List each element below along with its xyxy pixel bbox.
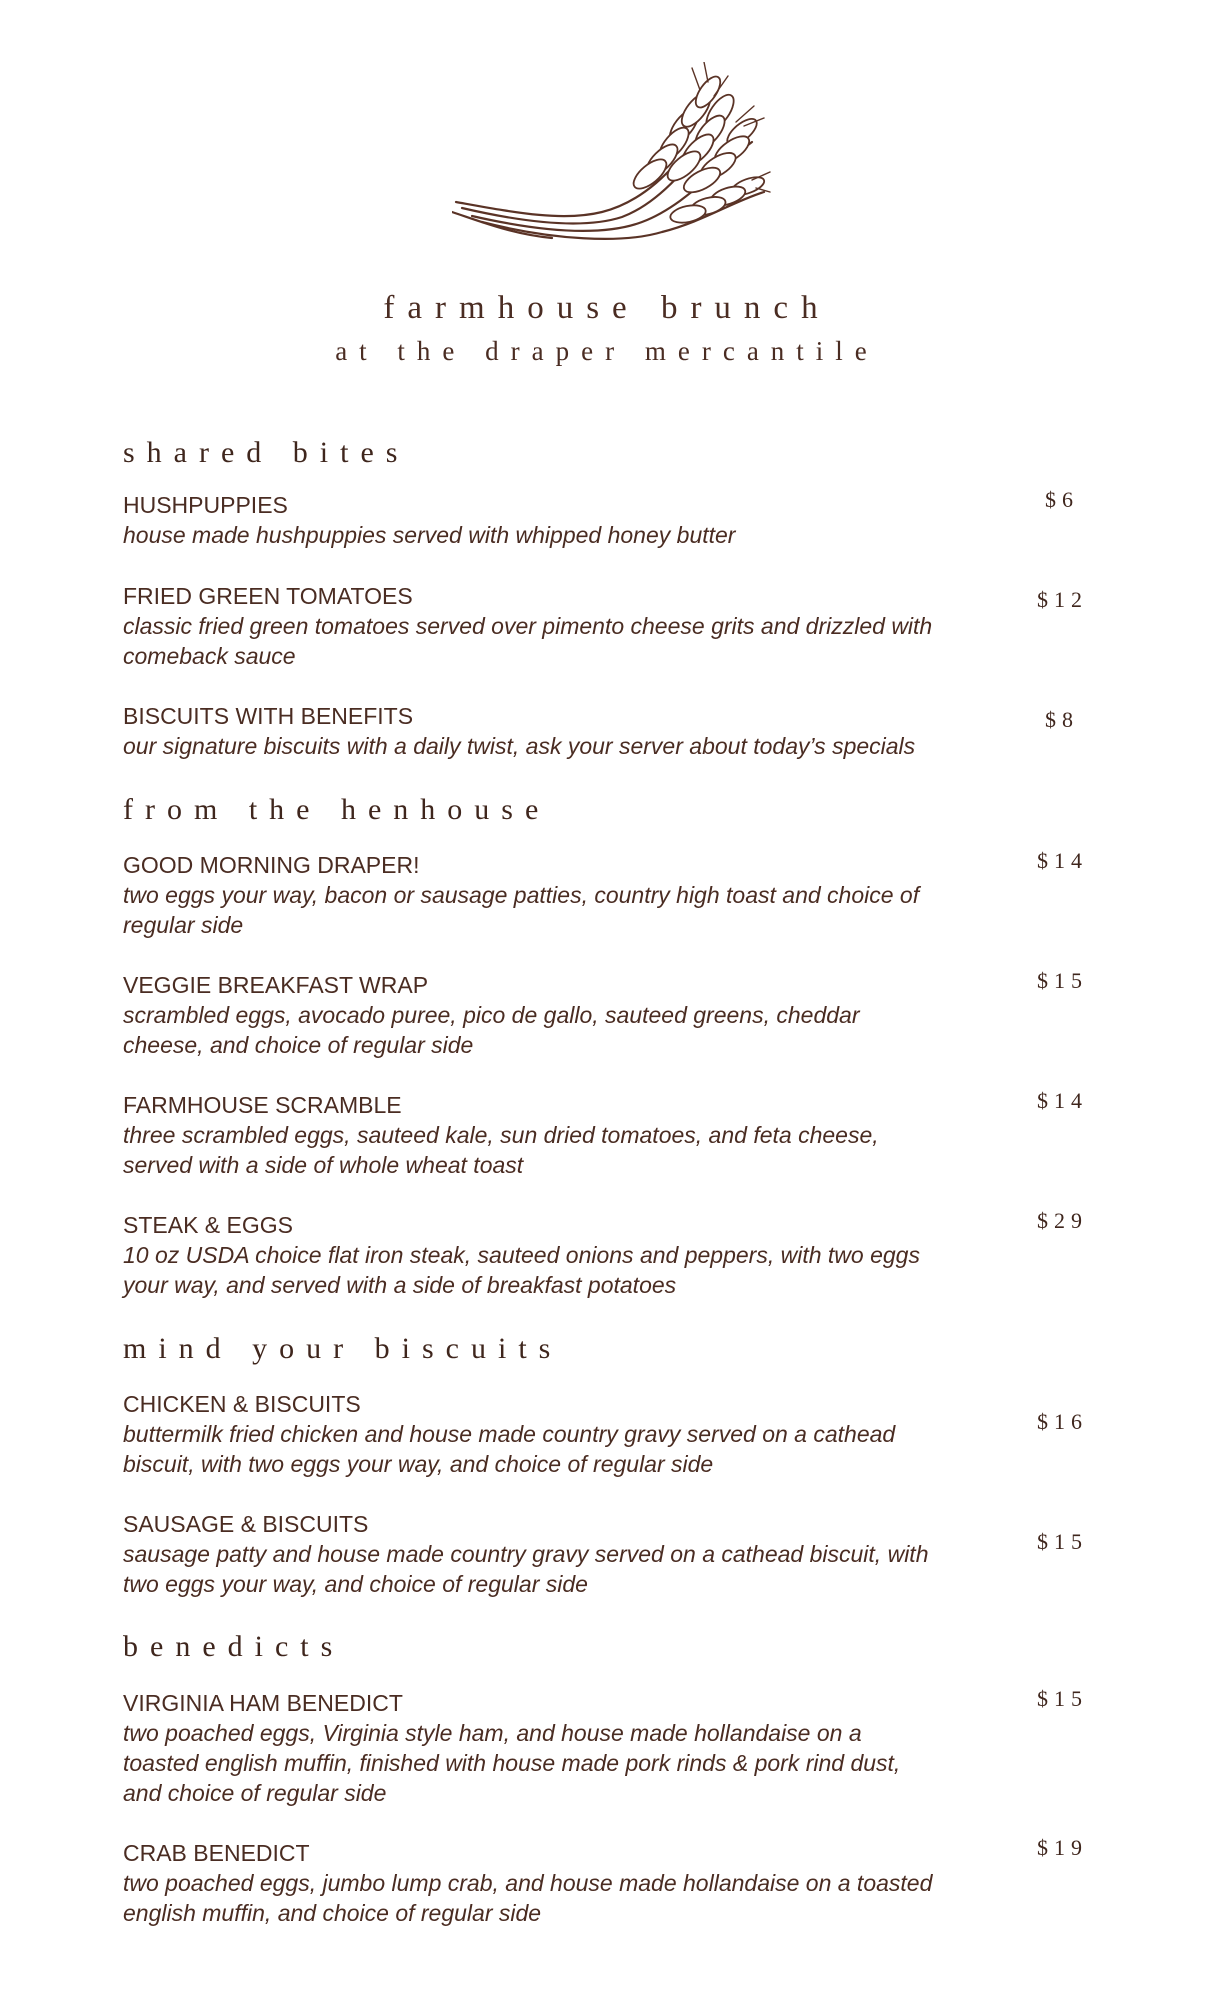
- item-price: $8: [1045, 707, 1079, 732]
- item-description: buttermilk fried chicken and house made country gravy served on a cathead biscuit, with two eggs your way, and choice of regular side: [123, 1421, 896, 1477]
- menu-item: [123, 581, 1088, 671]
- wheat-sheaf-icon: [452, 62, 772, 262]
- section-heading-shared-bites: shared bites: [123, 436, 410, 469]
- section-heading-from-the-henhouse: from the henhouse: [123, 793, 551, 826]
- item-description: three scrambled eggs, sauteed kale, sun dried tomatoes, and feta cheese, served with a side of whole wheat toast: [123, 1122, 879, 1178]
- item-name: STEAK & EGGS: [123, 1212, 293, 1238]
- item-price: $29: [1037, 1208, 1088, 1233]
- menu-subtitle: at the draper mercantile: [335, 336, 879, 366]
- item-description: our signature biscuits with a daily twist, ask your server about today’s specials: [123, 733, 916, 759]
- menu-item: [123, 1389, 1088, 1479]
- menu-item: [123, 1686, 1088, 1808]
- item-price: $6: [1045, 487, 1079, 512]
- menu-item: [123, 701, 1083, 761]
- menu-title: farmhouse brunch: [383, 290, 831, 326]
- item-name: HUSHPUPPIES: [123, 492, 288, 518]
- item-name: FRIED GREEN TOMATOES: [123, 583, 413, 609]
- item-price: $16: [1037, 1409, 1088, 1434]
- item-price: $15: [1037, 1686, 1088, 1711]
- item-name: SAUSAGE & BISCUITS: [123, 1511, 369, 1537]
- item-description: two poached eggs, jumbo lump crab, and house made hollandaise on a toasted english muffin, and choice of regular side: [123, 1870, 933, 1926]
- menu-item: [123, 487, 1083, 550]
- item-description: house made hushpuppies served with whipped honey butter: [123, 522, 736, 548]
- menu-item: [123, 848, 1088, 940]
- item-description: 10 oz USDA choice flat iron steak, sauteed onions and peppers, with two eggs your way, and served with a side of breakfast potatoes: [123, 1242, 920, 1298]
- item-name: GOOD MORNING DRAPER!: [123, 852, 420, 878]
- menu-item: [123, 1835, 1088, 1928]
- item-description: scrambled eggs, avocado puree, pico de gallo, sauteed greens, cheddar cheese, and choice of regular side: [123, 1002, 860, 1058]
- item-name: VEGGIE BREAKFAST WRAP: [123, 972, 429, 998]
- item-description: two poached eggs, Virginia style ham, and house made hollandaise on a toasted english muffin, finished with house made pork rinds & pork rind dust, and choice of regular side: [123, 1720, 901, 1806]
- menu-item: [123, 1509, 1088, 1599]
- menu-item: [123, 968, 1088, 1060]
- item-name: CHICKEN & BISCUITS: [123, 1391, 361, 1417]
- menu-item: [123, 1208, 1088, 1300]
- menu-item: [123, 1088, 1088, 1180]
- item-name: FARMHOUSE SCRAMBLE: [123, 1092, 402, 1118]
- item-price: $19: [1037, 1835, 1088, 1860]
- item-name: CRAB BENEDICT: [123, 1840, 310, 1866]
- item-name: VIRGINIA HAM BENEDICT: [123, 1690, 403, 1716]
- item-price: $14: [1037, 848, 1088, 873]
- section-heading-benedicts: benedicts: [123, 1630, 345, 1663]
- item-description: two eggs your way, bacon or sausage patties, country high toast and choice of regular side: [123, 882, 920, 938]
- item-description: sausage patty and house made country gravy served on a cathead biscuit, with two eggs your way, and choice of regular side: [123, 1541, 929, 1597]
- item-price: $14: [1037, 1088, 1088, 1113]
- item-description: classic fried green tomatoes served over pimento cheese grits and drizzled with comeback sauce: [123, 613, 933, 669]
- section-heading-mind-your-biscuits: mind your biscuits: [123, 1332, 563, 1365]
- item-name: BISCUITS WITH BENEFITS: [123, 703, 414, 729]
- item-price: $15: [1037, 1529, 1088, 1554]
- item-price: $12: [1037, 587, 1088, 612]
- item-price: $15: [1037, 968, 1088, 993]
